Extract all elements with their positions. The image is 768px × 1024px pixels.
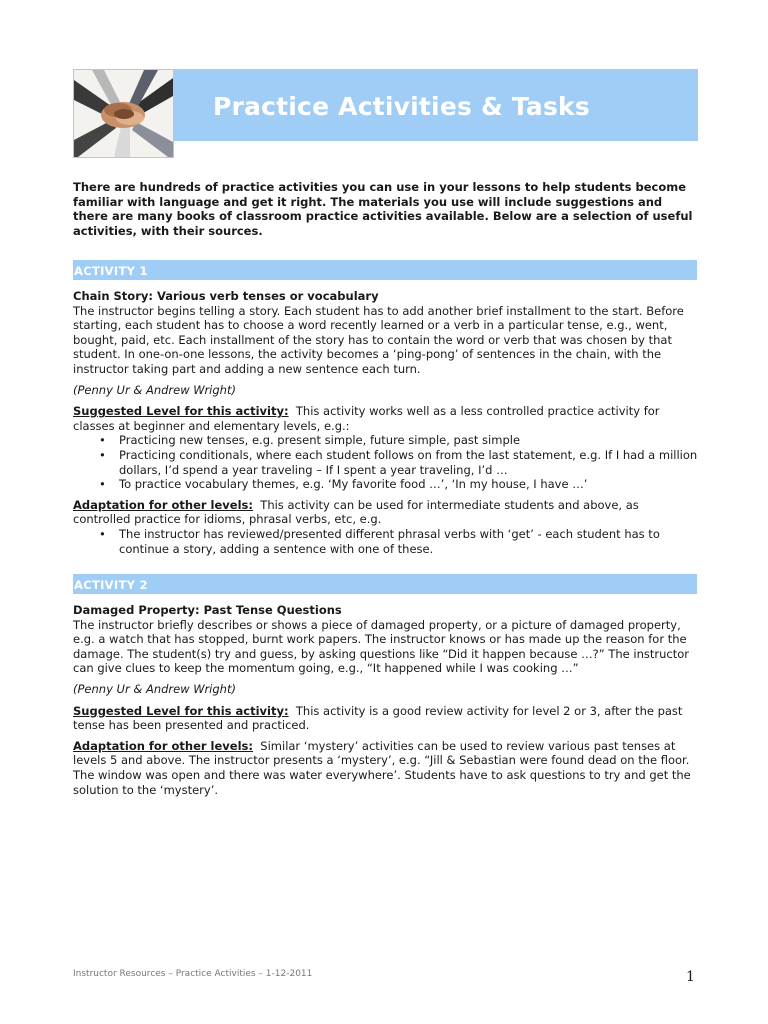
activity-2-bar [73,574,697,594]
intro-paragraph: There are hundreds of practice activities you can use in your lessons to help students become familiar with language and get it right. The materials you use will include suggestions and there are many books of classroom practice activities available. Below are a selection of useful activities, with their sources. [73,180,693,238]
activity-2-level-text: This activity is a good review activity for level 2 or 3, after the past tense has been presented and practiced. [73,703,683,733]
activity-1-bar [73,260,697,280]
activity-1-source: (Penny Ur & Andrew Wright) [73,382,236,397]
activity-1-adapt-list [73,527,699,556]
page-footer: Instructor Resources – Practice Activities – 1-12-2011 [73,969,313,979]
activity-2-level [73,704,699,733]
page-title: Practice Activities & Tasks [213,92,590,121]
activity-1-adapt-lead: Adaptation for other levels: [73,497,253,512]
activity-1-body: The instructor begins telling a story. Each student has to add another brief installment to the start. Before starting, each student has to choose a word recently learned or a verb in a particular tense, e.g., went, bought, paid, etc. Each installment of the story has to contain the word or verb that was chosen by that student. In one-on-one lessons, the activity becomes a ‘ping-pong’ of sentences in the chain, with the instructor taking part and adding a new sentence each turn. [73,303,684,376]
activity-2-body: The instructor briefly describes or shows a piece of damaged property, or a picture of damaged property, e.g. a watch that has stopped, burnt work papers. The instructor knows or has made up the reason for the damage. The student(s) try and guess, by asking questions like “Did it happen because …?” The instructor can give clues to keep the momentum going, e.g., “It happened while I was cooking …” [73,617,689,676]
activity-1-title: Chain Story: Various verb tenses or vocabulary [73,289,379,303]
activity-2-label: ACTIVITY 2 [74,578,148,592]
activity-2-adapt-text: Similar ‘mystery’ activities can be used to review various past tenses at levels 5 and above. The instructor presents a ‘mystery’, e.g. “Jill & Sebastian were found dead on the floor. The window was open and there was water everywhere’. Students have to ask questions to try and get the solution to the ‘mystery’. [73,738,691,797]
activity-1-level-lead: Suggested Level for this activity: [73,404,289,419]
activity-1-level [73,404,699,433]
activity-1-level-text: This activity works well as a less controlled practice activity for classes at beginner and elementary levels, e.g.: [73,404,660,433]
header-photo [73,69,174,158]
activity-1-adaptation [73,498,699,527]
hands-stacked-icon [74,70,173,157]
activity-1-level-list [73,433,699,491]
activity-2-source: (Penny Ur & Andrew Wright) [73,681,236,696]
activity-2-adaptation [73,739,699,797]
list-item: • The instructor has reviewed/presented different phrasal verbs with ‘get’ - each student has to continue a story, adding a sentence with one of these. [119,527,699,556]
activity-1-section [73,289,699,556]
page-number: 1 [686,969,695,985]
activity-2-section [73,603,699,797]
activity-1-adapt-text: This activity can be used for intermediate students and above, as controlled practice for idioms, phrasal verbs, etc, e.g. [73,497,639,527]
list-item: • Practicing new tenses, e.g. present simple, future simple, past simple [119,433,699,448]
activity-1-label: ACTIVITY 1 [74,264,148,278]
list-item: • To practice vocabulary themes, e.g. ‘My favorite food …’, ‘In my house, I have …’ [119,477,699,492]
list-item: • Practicing conditionals, where each student follows on from the last statement, e.g. If I had a million dollars, I’d spend a year traveling – If I spent a year traveling, I’d … [119,448,699,477]
activity-2-level-lead: Suggested Level for this activity: [73,703,289,718]
activity-2-adapt-lead: Adaptation for other levels: [73,738,253,753]
activity-2-title: Damaged Property: Past Tense Questions [73,603,342,617]
